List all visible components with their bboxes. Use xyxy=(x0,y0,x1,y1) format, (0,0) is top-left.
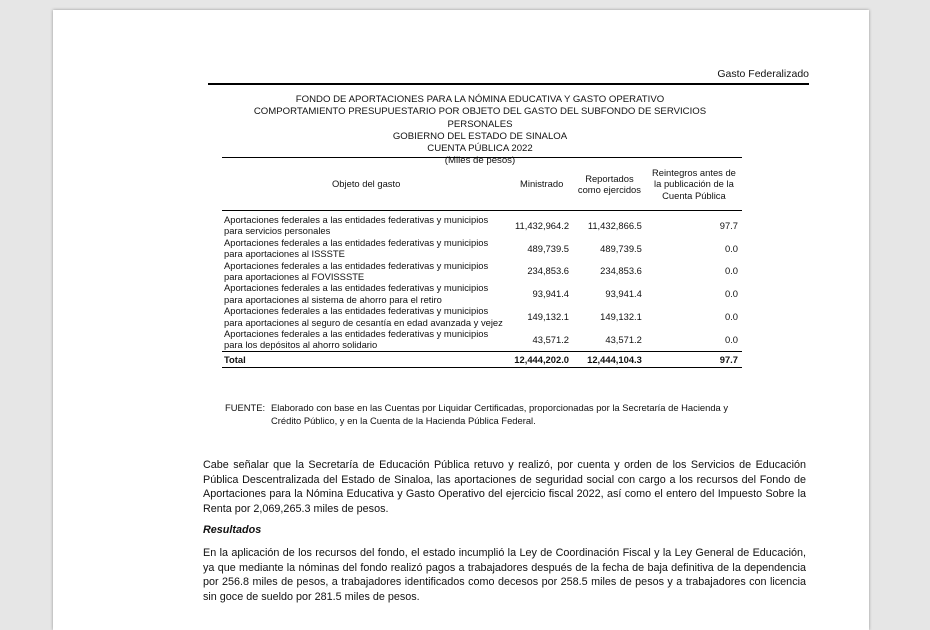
cell-objeto: Aportaciones federales a las entidades federativas y municipios para aportaciones al FOVISSSTE xyxy=(224,259,489,283)
cell-reintegros: 0.0 xyxy=(724,333,738,345)
cell-objeto: Aportaciones federales a las entidades federativas y municipios para aportaciones al sistema de ahorro para el retiro xyxy=(224,282,489,305)
running-header: Gasto Federalizado xyxy=(208,68,809,85)
cell-reportados: 149,132.1 xyxy=(600,310,642,322)
body-paragraph: En la aplicación de los recursos del fondo, el estado incumplió la Ley de Coordinación Fiscal y la Ley General de Educación, ya que mediante la nóminas del fondo realizó pagos a trabajadores después de la fecha de baja definitiva de la dependencia por 256.8 miles de pesos, a trabajadores identificados como decesos por 258.5 miles de pesos y a trabajadores con licencia sin goce de sueldo por 281.5 miles de pesos. xyxy=(203,547,806,604)
source-text: Elaborado con base en las Cuentas por Liquidar Certificadas, proporcionadas por la Secretaría de Hacienda y Crédito Público, y en la Cuenta de la Hacienda Pública Federal. xyxy=(271,402,729,426)
cell-ministrado: 11,432,964.2 xyxy=(514,219,570,231)
table-row xyxy=(222,260,742,283)
table-row xyxy=(222,237,742,260)
table-header-row xyxy=(222,158,742,211)
cell-reportados: 11,432,866.5 xyxy=(587,219,642,231)
table-row xyxy=(222,282,742,305)
cell-reportados: 93,941.4 xyxy=(605,288,642,300)
cell-reportados: 43,571.2 xyxy=(605,333,642,345)
cell-ministrado: 149,132.1 xyxy=(527,310,570,322)
cell-reintegros: 0.0 xyxy=(724,310,738,322)
cell-reintegros: 0.0 xyxy=(724,288,738,300)
column-header-reportados: Reportados como ejercidos xyxy=(573,158,646,211)
cell-objeto: Aportaciones federales a las entidades federativas y municipios para aportaciones al ISSSTE xyxy=(224,236,489,260)
cell-ministrado: 234,853.6 xyxy=(527,265,570,277)
cell-reportados: 489,739.5 xyxy=(600,242,642,254)
table-row xyxy=(222,305,742,328)
cell-total-ministrado: 12,444,202.0 xyxy=(510,351,573,367)
column-header-objeto: Objeto del gasto xyxy=(222,158,510,211)
cell-reportados: 234,853.6 xyxy=(600,265,642,277)
source-label: FUENTE: xyxy=(225,402,266,413)
cell-ministrado: 93,941.4 xyxy=(532,288,570,300)
budget-table xyxy=(222,157,742,368)
report-title-line: GOBIERNO DEL ESTADO DE SINALOA xyxy=(392,130,568,142)
cell-ministrado: 43,571.2 xyxy=(532,333,570,345)
table-row xyxy=(222,211,742,237)
cell-ministrado: 489,739.5 xyxy=(527,242,570,254)
body-paragraph: Cabe señalar que la Secretaría de Educación Pública retuvo y realizó, por cuenta y orden de los Servicios de Educación Pública Descentralizada del Estado de Sinaloa, las aportaciones de seguridad social con cargo a los recursos del Fondo de Aportaciones para la Nómina Educativa y Gasto Operativo del ejercicio fiscal 2022, así como el entero del Impuesto Sobre la Renta por 2,069,265.3 miles de pesos. xyxy=(203,459,806,516)
report-title-line: (Miles de pesos) xyxy=(444,155,516,167)
source-note xyxy=(225,402,745,427)
table-row xyxy=(222,328,742,351)
cell-objeto: Aportaciones federales a las entidades federativas y municipios para aportaciones al seguro de cesantía en edad avanzada y vejez xyxy=(224,305,503,328)
cell-reintegros: 0.0 xyxy=(724,265,738,277)
cell-objeto: Aportaciones federales a las entidades federativas y municipios para servicios personales xyxy=(224,214,489,237)
cell-total-label: Total xyxy=(222,351,510,367)
column-header-ministrado: Ministrado xyxy=(510,158,573,211)
column-header-reintegros: Reintegros antes de la publicación de la Cuenta Pública xyxy=(646,158,742,211)
report-title-line: FONDO DE APORTACIONES PARA LA NÓMINA EDUCATIVA Y GASTO OPERATIVO xyxy=(295,94,665,105)
section-heading: Resultados xyxy=(203,524,262,536)
report-title-line: COMPORTAMIENTO PRESUPUESTARIO POR OBJETO DEL GASTO DEL SUBFONDO DE SERVICIOS PERSONALES xyxy=(253,106,707,130)
cell-total-reintegros: 97.7 xyxy=(646,351,742,367)
table-total-row xyxy=(222,351,742,367)
cell-total-reportados: 12,444,104.3 xyxy=(573,351,646,367)
cell-objeto: Aportaciones federales a las entidades federativas y municipios para los depósitos al ahorro solidario xyxy=(224,328,489,351)
document-page xyxy=(53,10,869,630)
cell-reintegros: 97.7 xyxy=(719,219,738,231)
cell-reintegros: 0.0 xyxy=(724,242,738,254)
report-title-line: CUENTA PÚBLICA 2022 xyxy=(427,143,533,155)
